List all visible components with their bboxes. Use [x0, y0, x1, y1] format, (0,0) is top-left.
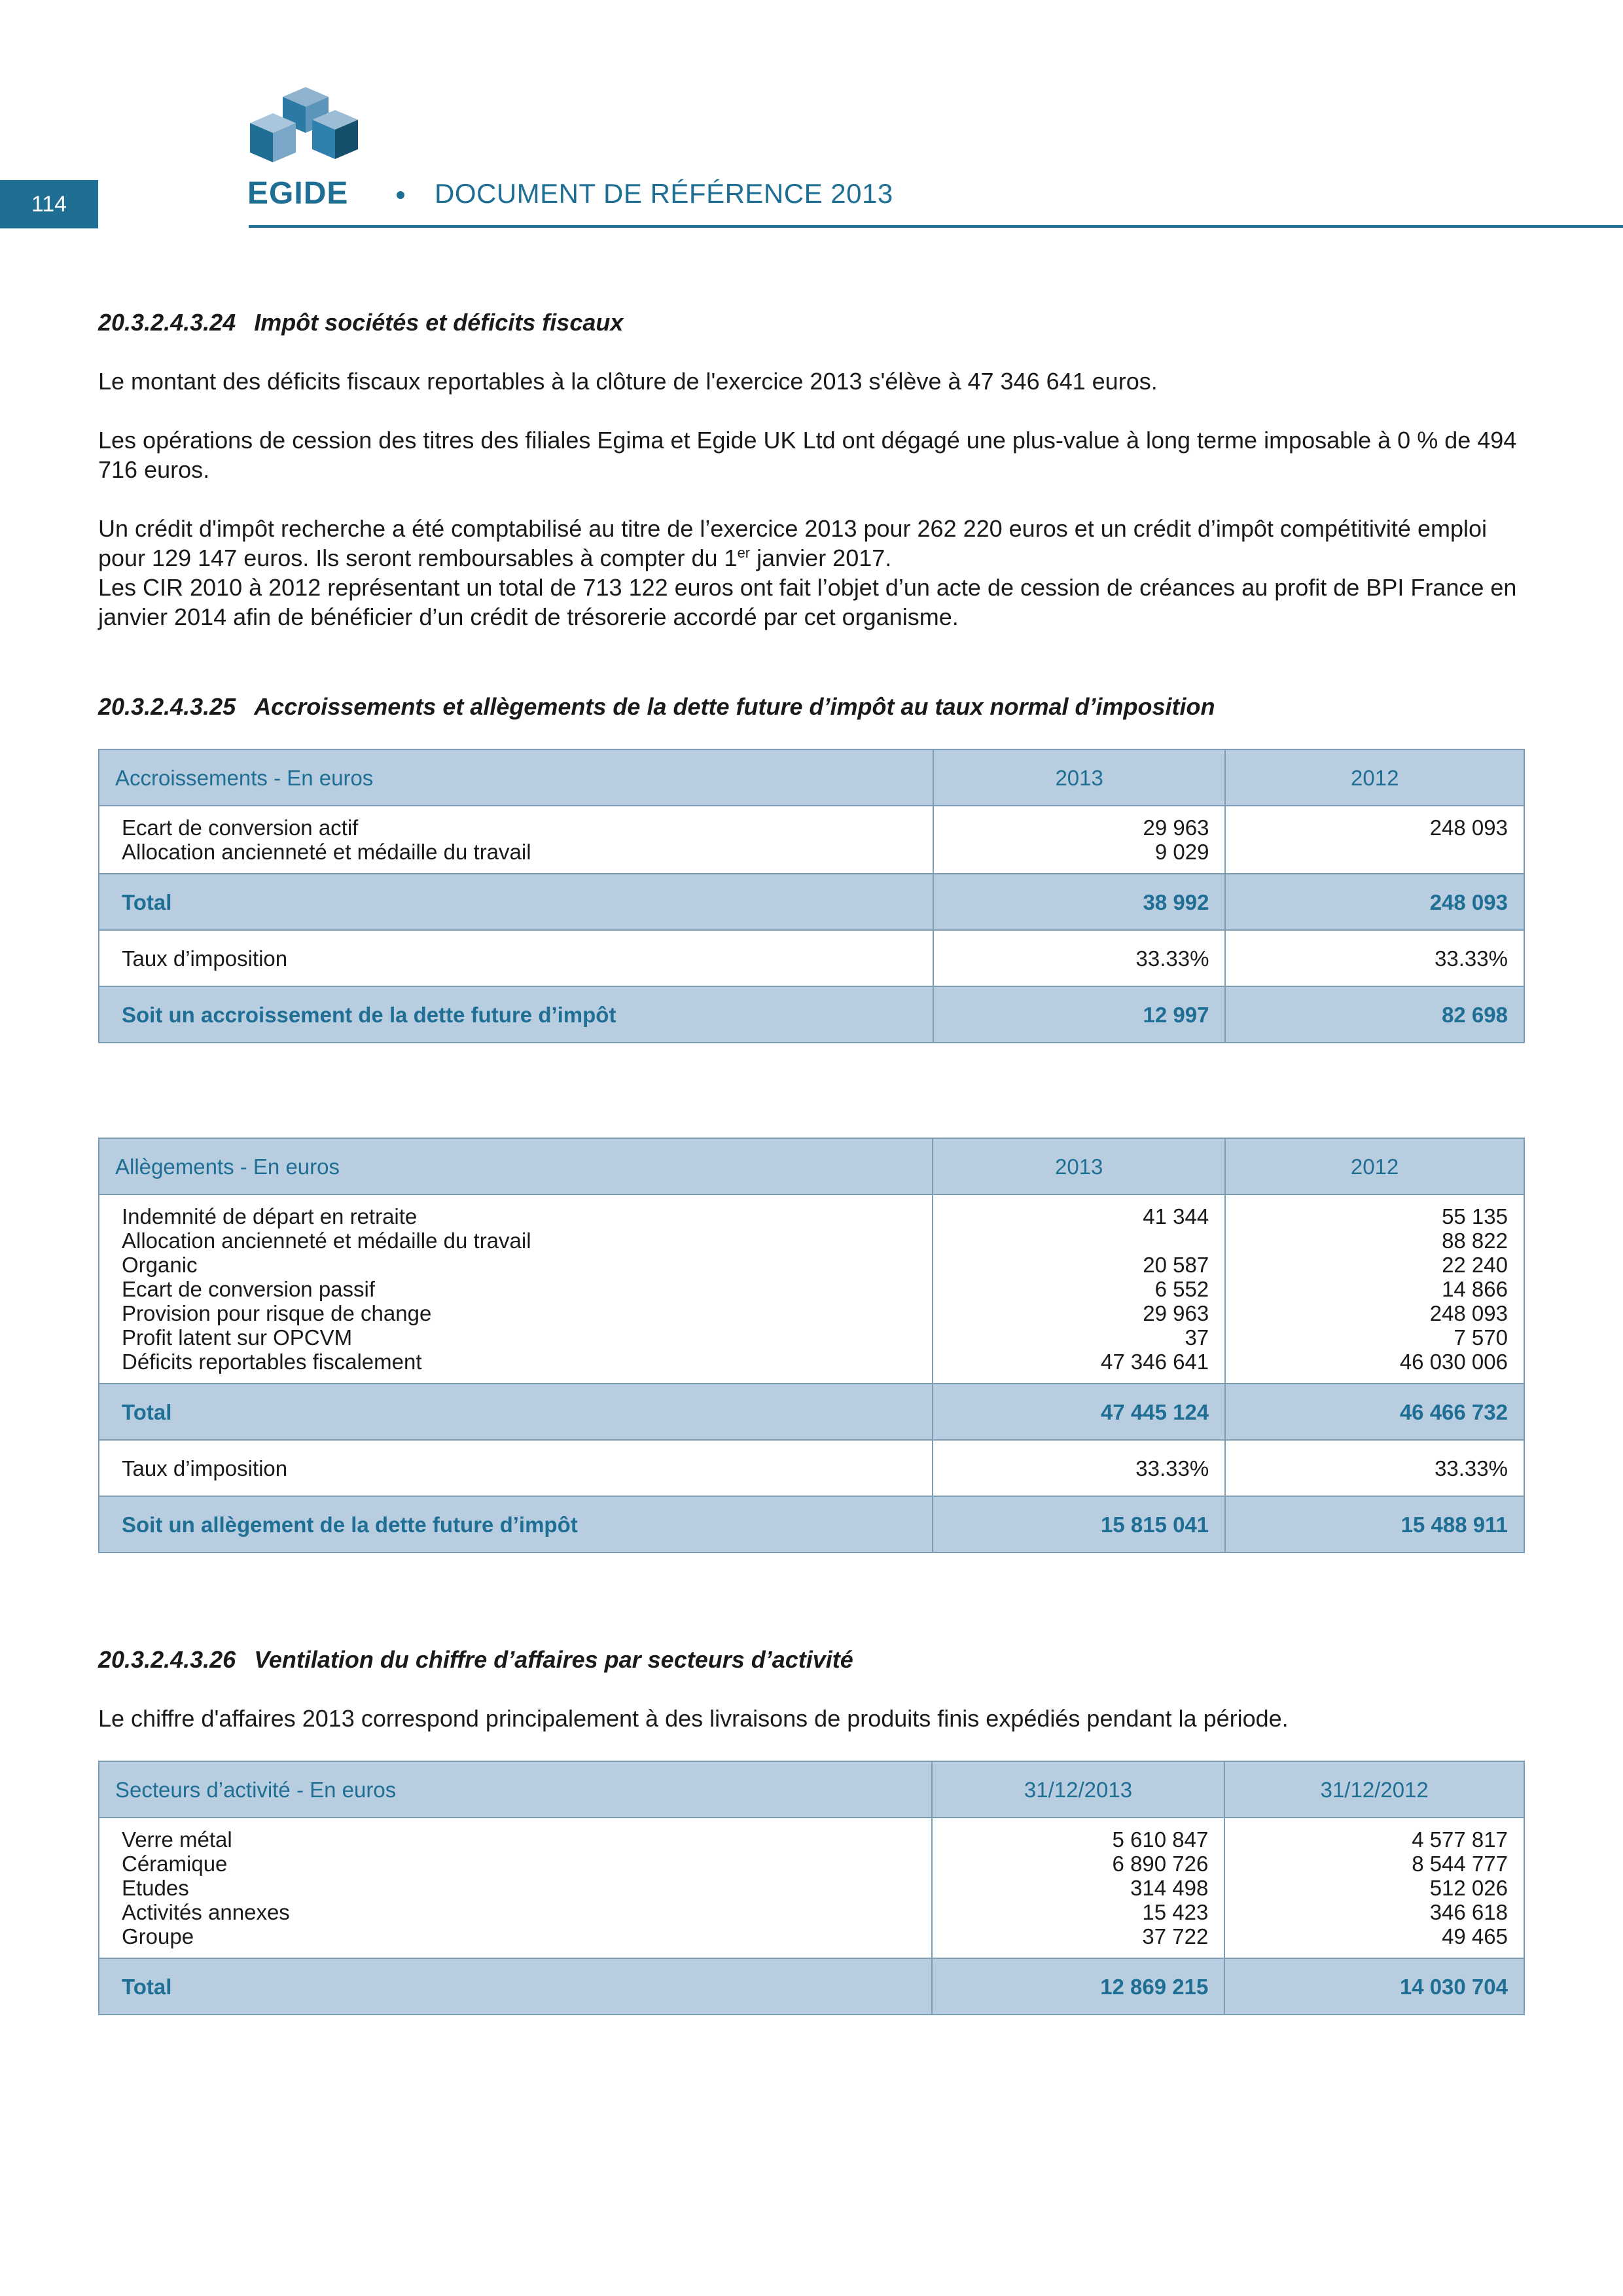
section-heading-25 — [98, 692, 1525, 721]
value-cell — [1225, 806, 1524, 874]
row-value: 41 344 — [1143, 1204, 1209, 1229]
section-heading-26 — [98, 1645, 1525, 1674]
row-value: 248 093 — [1429, 816, 1508, 840]
paragraph-text: Un crédit d'impôt recherche a été comptabilisé au titre de l’exercice 2013 pour 262 220 euros et un crédit d’impôt compétitivité emploi pour 129 147 euros. Ils seront remboursables à compter du 1 — [98, 515, 1487, 571]
header-bullet — [397, 191, 404, 199]
result-value: 15 815 041 — [933, 1496, 1225, 1552]
table-row — [99, 1818, 1524, 1958]
row-label: Activités annexes — [122, 1900, 290, 1924]
row-value: 22 240 — [1442, 1253, 1508, 1277]
rate-row — [99, 1440, 1524, 1496]
rate-value: 33.33% — [933, 930, 1226, 986]
row-value: 314 498 — [1130, 1876, 1209, 1900]
paragraph: Les opérations de cession des titres des filiales Egima et Egide UK Ltd ont dégagé une plus-value à long terme imposable à 0 % de 494 716 euros. — [98, 427, 1517, 483]
row-value: 6 552 — [1154, 1277, 1209, 1301]
row-value: 15 423 — [1142, 1900, 1209, 1924]
value-cell — [933, 806, 1226, 874]
total-value: 38 992 — [933, 874, 1226, 930]
row-value: 47 346 641 — [1101, 1350, 1209, 1374]
row-value: 7 570 — [1454, 1325, 1508, 1350]
row-value: 8 544 777 — [1412, 1852, 1508, 1876]
header-rule — [249, 225, 1623, 228]
total-label: Total — [99, 874, 933, 930]
section-heading-24 — [98, 308, 1525, 337]
document-title: DOCUMENT DE RÉFÉRENCE 2013 — [435, 178, 893, 209]
section-number: 20.3.2.4.3.26 — [98, 1646, 236, 1673]
row-value: 88 822 — [1442, 1229, 1508, 1253]
rate-row — [99, 930, 1524, 986]
value-cell — [1225, 1194, 1524, 1384]
total-label: Total — [99, 1958, 932, 2015]
row-value: 512 026 — [1429, 1876, 1508, 1900]
row-value: 14 866 — [1442, 1277, 1508, 1301]
row-value: 5 610 847 — [1112, 1827, 1209, 1852]
rate-value: 33.33% — [933, 1440, 1225, 1496]
total-value: 46 466 732 — [1225, 1384, 1524, 1440]
row-value: 9 029 — [1154, 840, 1209, 864]
secteurs-table — [98, 1761, 1525, 2015]
label-cell — [99, 1194, 933, 1384]
page-content — [98, 308, 1525, 2015]
row-value: 29 963 — [1143, 816, 1209, 840]
section-title: Impôt sociétés et déficits fiscaux — [254, 309, 624, 336]
result-row — [99, 986, 1524, 1043]
result-row — [99, 1496, 1524, 1552]
value-cell — [932, 1818, 1225, 1958]
paragraph: Le chiffre d'affaires 2013 correspond principalement à des livraisons de produits finis expédiés pendant la période. — [98, 1705, 1289, 1732]
accroissements-table — [98, 749, 1525, 1043]
total-value: 47 445 124 — [933, 1384, 1225, 1440]
rate-value: 33.33% — [1225, 930, 1524, 986]
section-number: 20.3.2.4.3.25 — [98, 693, 236, 720]
column-header: 31/12/2013 — [932, 1761, 1225, 1818]
row-value: 4 577 817 — [1412, 1827, 1508, 1852]
column-header: 2013 — [933, 749, 1226, 806]
section-title: Ventilation du chiffre d’affaires par secteurs d’activité — [254, 1646, 853, 1673]
column-header: 2012 — [1225, 749, 1524, 806]
rate-value: 33.33% — [1225, 1440, 1524, 1496]
page-number: 114 — [0, 180, 98, 228]
row-label: Ecart de conversion actif — [122, 816, 359, 840]
row-value: 346 618 — [1429, 1900, 1508, 1924]
result-label: Soit un allègement de la dette future d’impôt — [99, 1496, 933, 1552]
row-label: Céramique — [122, 1852, 228, 1876]
result-label: Soit un accroissement de la dette future d’impôt — [99, 986, 933, 1043]
paragraph: Le montant des déficits fiscaux reportables à la clôture de l'exercice 2013 s'élève à 47 346 641 euros. — [98, 368, 1158, 395]
row-label: Allocation ancienneté et médaille du travail — [122, 840, 531, 864]
table-header-row — [99, 1761, 1524, 1818]
total-value: 248 093 — [1225, 874, 1524, 930]
paragraph: Les CIR 2010 à 2012 représentant un total de 713 122 euros ont fait l’objet d’un acte de cession de créances au profit de BPI France en janvier 2014 afin de bénéficier d’un crédit de trésorerie accordé par cet organisme. — [98, 574, 1517, 630]
column-header: 31/12/2012 — [1224, 1761, 1524, 1818]
row-label: Verre métal — [122, 1827, 232, 1852]
row-value: 37 722 — [1142, 1924, 1209, 1948]
row-label: Allocation ancienneté et médaille du travail — [122, 1229, 531, 1253]
row-label: Etudes — [122, 1876, 189, 1900]
row-value: 46 030 006 — [1399, 1350, 1508, 1374]
row-label: Indemnité de départ en retraite — [122, 1204, 418, 1229]
label-cell — [99, 806, 933, 874]
total-value: 12 869 215 — [932, 1958, 1225, 2015]
row-value — [949, 1229, 1209, 1253]
row-value: 55 135 — [1442, 1204, 1508, 1229]
section-title: Accroissements et allègements de la dette future d’impôt au taux normal d’imposition — [254, 693, 1215, 720]
row-value: 6 890 726 — [1112, 1852, 1209, 1876]
total-row — [99, 1384, 1524, 1440]
row-label: Groupe — [122, 1924, 194, 1948]
row-label: Ecart de conversion passif — [122, 1277, 376, 1301]
rate-label: Taux d’imposition — [99, 1440, 933, 1496]
row-value: 29 963 — [1143, 1301, 1209, 1325]
column-header: Secteurs d’activité - En euros — [99, 1761, 932, 1818]
table-header-row — [99, 1138, 1524, 1194]
row-label: Organic — [122, 1253, 198, 1277]
allegements-table — [98, 1138, 1525, 1553]
row-label: Déficits reportables fiscalement — [122, 1350, 422, 1374]
result-value: 82 698 — [1225, 986, 1524, 1043]
result-value: 15 488 911 — [1225, 1496, 1524, 1552]
row-value: 49 465 — [1442, 1924, 1508, 1948]
egide-logo-text: EGIDE — [247, 176, 349, 211]
paragraph-text: janvier 2017. — [750, 545, 892, 571]
result-value: 12 997 — [933, 986, 1226, 1043]
paragraph — [98, 514, 1525, 573]
table-row — [99, 806, 1524, 874]
column-header: 2012 — [1225, 1138, 1524, 1194]
row-label: Provision pour risque de change — [122, 1301, 432, 1325]
value-cell — [1224, 1818, 1524, 1958]
column-header: 2013 — [933, 1138, 1225, 1194]
column-header: Accroissements - En euros — [99, 749, 933, 806]
total-value: 14 030 704 — [1224, 1958, 1524, 2015]
rate-label: Taux d’imposition — [99, 930, 933, 986]
row-value: 248 093 — [1429, 1301, 1508, 1325]
total-row — [99, 1958, 1524, 2015]
total-label: Total — [99, 1384, 933, 1440]
label-cell — [99, 1818, 932, 1958]
row-value: 37 — [1185, 1325, 1209, 1350]
superscript: er — [737, 545, 751, 561]
table-header-row — [99, 749, 1524, 806]
total-row — [99, 874, 1524, 930]
column-header: Allègements - En euros — [99, 1138, 933, 1194]
section-number: 20.3.2.4.3.24 — [98, 309, 236, 336]
row-label: Profit latent sur OPCVM — [122, 1325, 353, 1350]
value-cell — [933, 1194, 1225, 1384]
row-value: 20 587 — [1143, 1253, 1209, 1277]
table-row — [99, 1194, 1524, 1384]
